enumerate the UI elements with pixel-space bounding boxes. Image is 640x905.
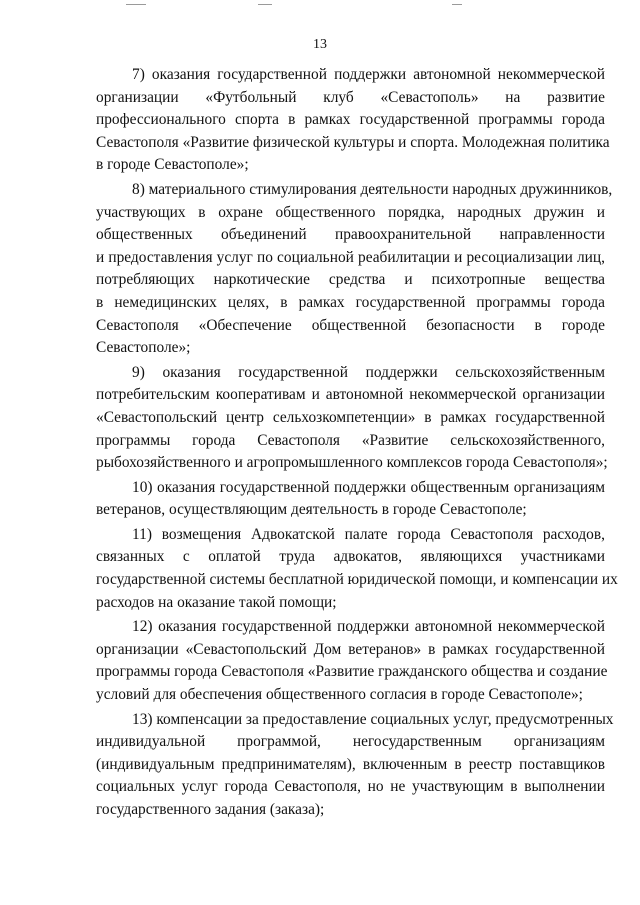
text-line: в городе Севастополе»;	[96, 156, 249, 174]
text-line: условий для обеспечения общественного согласия в городе Севастополе»;	[96, 686, 583, 704]
list-item-paragraph	[96, 64, 610, 177]
text-line: Севастополе»;	[96, 339, 191, 357]
document-body	[96, 64, 618, 824]
list-item-paragraph	[96, 362, 608, 475]
text-line: участвующих в охране общественного порядка, народных дружин и	[96, 203, 605, 221]
text-line: связанных с оплатой труда адвокатов, являющихся участниками	[96, 548, 605, 566]
scan-edge-mark	[126, 4, 146, 5]
text-line: (индивидуальным предпринимателям), включенным в реестр поставщиков	[96, 755, 605, 773]
text-line: в немедицинских целях, в рамках государственной программы города	[96, 293, 605, 311]
text-line: государственного задания (заказа);	[96, 801, 325, 818]
text-line: организации «Футбольный клуб «Севастополь» на развитие	[96, 88, 605, 106]
text-line: индивидуальной программой, негосударственным организациям	[96, 733, 605, 751]
text-line: 12) оказания государственной поддержки автономной некоммерческой	[132, 618, 605, 636]
scan-edge-mark	[258, 4, 272, 5]
text-line: 13) компенсации за предоставление социальных услуг, предусмотренных	[132, 710, 614, 728]
text-line: ветеранов, осуществляющим деятельность в городе Севастополе;	[96, 501, 527, 519]
page-number: 13	[313, 37, 327, 52]
text-line: 11) возмещения Адвокатской палате города Севастополя расходов,	[132, 525, 605, 543]
text-line: Севастополя «Обеспечение общественной безопасности в городе	[96, 316, 605, 334]
text-line: расходов на оказание такой помощи;	[96, 593, 337, 611]
text-line: профессионального спорта в рамках государственной программы города	[96, 111, 605, 129]
scan-edge-mark	[452, 4, 462, 5]
list-item-paragraph	[96, 179, 613, 360]
list-item-paragraph	[96, 709, 614, 822]
text-line: организации «Севастопольский Дом ветеранов» в рамках государственной	[96, 640, 605, 658]
text-line: Севастополя «Развитие физической культуры и спорта. Молодежная политика	[96, 133, 610, 151]
text-line: рыбохозяйственного и агропромышленного комплексов города Севастополя»;	[96, 454, 608, 472]
text-line: 7) оказания государственной поддержки автономной некоммерческой	[132, 66, 605, 83]
text-line: программы города Севастополя «Развитие гражданского общества и создание	[96, 663, 608, 681]
text-line: и предоставления услуг по социальной реабилитации и ресоциализации лиц,	[96, 248, 605, 266]
text-line: 9) оказания государственной поддержки сельскохозяйственным	[132, 363, 605, 381]
text-line: государственной системы бесплатной юридической помощи, и компенсации их	[96, 571, 618, 589]
text-line: 8) материального стимулирования деятельности народных дружинников,	[132, 180, 613, 198]
text-line: программы города Севастополя «Развитие сельскохозяйственного,	[96, 431, 605, 449]
text-line: 10) оказания государственной поддержки общественным организациям	[132, 478, 605, 496]
text-line: социальных услуг города Севастополя, но не участвующим в выполнении	[96, 778, 605, 796]
text-line: потребляющих наркотические средства и психотропные вещества	[96, 271, 605, 289]
text-line: «Севастопольский центр сельхозкомпетенции» в рамках государственной	[96, 408, 605, 426]
text-line: общественных объединений правоохранительной направленности	[96, 226, 605, 244]
list-item-paragraph	[96, 477, 605, 522]
list-item-paragraph	[96, 524, 618, 614]
text-line: потребительским кооперативам и автономной некоммерческой организации	[96, 386, 605, 404]
list-item-paragraph	[96, 616, 608, 706]
